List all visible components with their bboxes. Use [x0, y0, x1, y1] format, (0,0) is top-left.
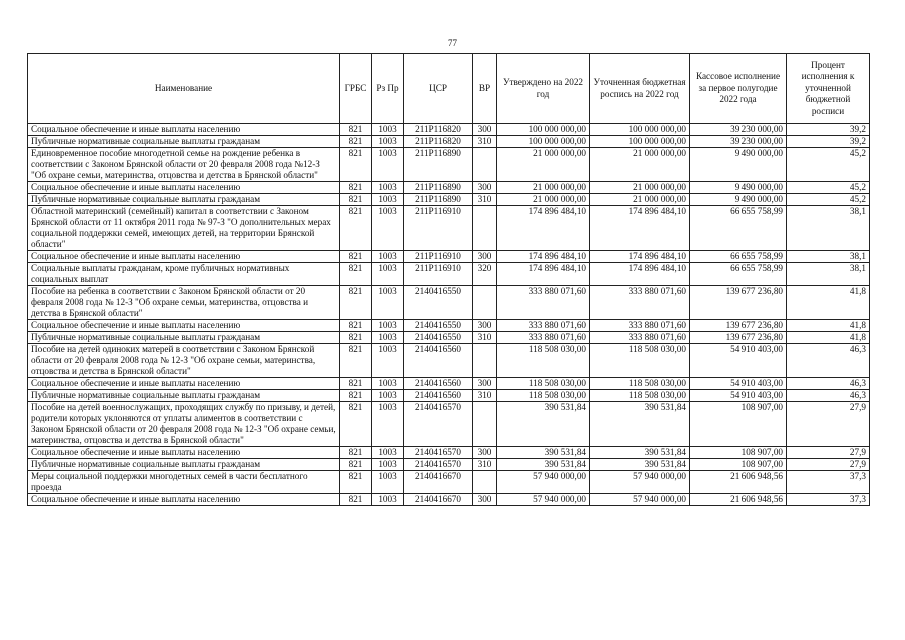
- cell-rzpr: 1003: [372, 320, 404, 332]
- cell-vr: [473, 286, 497, 320]
- page-number: 77: [448, 38, 457, 48]
- table-row: [28, 182, 870, 194]
- cell-csr: 211P116820: [404, 124, 473, 136]
- cell-grbs: 821: [340, 494, 372, 506]
- cell-cash: 66 655 758,99: [690, 206, 787, 251]
- cell-approved: 390 531,84: [497, 447, 590, 459]
- cell-refined: 57 940 000,00: [590, 494, 690, 506]
- cell-percent: 46,3: [787, 344, 870, 378]
- cell-percent: 46,3: [787, 378, 870, 390]
- table-row: [28, 494, 870, 506]
- cell-vr: 320: [473, 263, 497, 286]
- cell-percent: 27,9: [787, 447, 870, 459]
- cell-rzpr: 1003: [372, 402, 404, 447]
- cell-grbs: 821: [340, 263, 372, 286]
- cell-cash: 108 907,00: [690, 459, 787, 471]
- column-header-grbs: ГРБС: [340, 54, 372, 124]
- cell-cash: 54 910 403,00: [690, 390, 787, 402]
- cell-csr: 2140416560: [404, 378, 473, 390]
- cell-cash: 139 677 236,80: [690, 332, 787, 344]
- cell-refined: 100 000 000,00: [590, 136, 690, 148]
- column-header-percent: Процент исполнения к уточненной бюджетной росписи: [787, 54, 870, 124]
- cell-grbs: 821: [340, 194, 372, 206]
- cell-percent: 39,2: [787, 136, 870, 148]
- cell-percent: 38,1: [787, 263, 870, 286]
- cell-csr: 211P116890: [404, 148, 473, 182]
- cell-cash: 54 910 403,00: [690, 378, 787, 390]
- cell-rzpr: 1003: [372, 344, 404, 378]
- cell-grbs: 821: [340, 124, 372, 136]
- table-row: [28, 471, 870, 494]
- cell-rzpr: 1003: [372, 148, 404, 182]
- cell-refined: 390 531,84: [590, 402, 690, 447]
- table-row: [28, 320, 870, 332]
- cell-vr: 300: [473, 378, 497, 390]
- cell-csr: 2140416550: [404, 332, 473, 344]
- cell-name: Социальное обеспечение и иные выплаты населению: [28, 251, 340, 263]
- cell-percent: 39,2: [787, 124, 870, 136]
- cell-name: Публичные нормативные социальные выплаты гражданам: [28, 459, 340, 471]
- cell-grbs: 821: [340, 286, 372, 320]
- cell-refined: 390 531,84: [590, 459, 690, 471]
- cell-csr: 2140416570: [404, 447, 473, 459]
- cell-cash: 139 677 236,80: [690, 320, 787, 332]
- cell-rzpr: 1003: [372, 378, 404, 390]
- cell-approved: 100 000 000,00: [497, 136, 590, 148]
- cell-refined: 21 000 000,00: [590, 182, 690, 194]
- cell-approved: 390 531,84: [497, 459, 590, 471]
- cell-name: Социальные выплаты гражданам, кроме публичных нормативных социальных выплат: [28, 263, 340, 286]
- cell-cash: 9 490 000,00: [690, 194, 787, 206]
- cell-cash: 21 606 948,56: [690, 471, 787, 494]
- cell-vr: [473, 402, 497, 447]
- cell-refined: 333 880 071,60: [590, 320, 690, 332]
- cell-rzpr: 1003: [372, 182, 404, 194]
- column-header-name: Наименование: [28, 54, 340, 124]
- cell-refined: 333 880 071,60: [590, 332, 690, 344]
- cell-name: Социальное обеспечение и иные выплаты населению: [28, 320, 340, 332]
- cell-refined: 333 880 071,60: [590, 286, 690, 320]
- cell-approved: 333 880 071,60: [497, 332, 590, 344]
- cell-approved: 100 000 000,00: [497, 124, 590, 136]
- cell-grbs: 821: [340, 148, 372, 182]
- cell-grbs: 821: [340, 402, 372, 447]
- cell-percent: 45,2: [787, 148, 870, 182]
- cell-vr: [473, 148, 497, 182]
- cell-grbs: 821: [340, 182, 372, 194]
- column-header-cash: Кассовое исполнение за первое полугодие 2022 года: [690, 54, 787, 124]
- cell-vr: 300: [473, 494, 497, 506]
- cell-cash: 39 230 000,00: [690, 124, 787, 136]
- cell-approved: 57 940 000,00: [497, 494, 590, 506]
- cell-csr: 2140416560: [404, 344, 473, 378]
- cell-refined: 390 531,84: [590, 447, 690, 459]
- cell-approved: 333 880 071,60: [497, 320, 590, 332]
- header-row: [28, 54, 870, 124]
- cell-rzpr: 1003: [372, 251, 404, 263]
- table-row: [28, 459, 870, 471]
- cell-refined: 118 508 030,00: [590, 344, 690, 378]
- cell-grbs: 821: [340, 320, 372, 332]
- cell-cash: 39 230 000,00: [690, 136, 787, 148]
- table-row: [28, 390, 870, 402]
- cell-percent: 45,2: [787, 194, 870, 206]
- cell-vr: 310: [473, 332, 497, 344]
- cell-vr: 300: [473, 251, 497, 263]
- cell-name: Социальное обеспечение и иные выплаты населению: [28, 494, 340, 506]
- cell-approved: 21 000 000,00: [497, 194, 590, 206]
- cell-grbs: 821: [340, 459, 372, 471]
- cell-approved: 21 000 000,00: [497, 182, 590, 194]
- cell-approved: 174 896 484,10: [497, 251, 590, 263]
- cell-name: Областной материнский (семейный) капитал в соответствии с Законом Брянской области от 11 октября 2011 года № 97-З "О дополнительных мерах социальной поддержки семей, имеющих детей, на территории Брянской области": [28, 206, 340, 251]
- cell-refined: 174 896 484,10: [590, 251, 690, 263]
- cell-cash: 54 910 403,00: [690, 344, 787, 378]
- cell-percent: 41,8: [787, 286, 870, 320]
- cell-csr: 2140416570: [404, 402, 473, 447]
- column-header-vr: ВР: [473, 54, 497, 124]
- cell-csr: 211P116890: [404, 194, 473, 206]
- table-row: [28, 251, 870, 263]
- cell-refined: 57 940 000,00: [590, 471, 690, 494]
- cell-percent: 27,9: [787, 402, 870, 447]
- cell-percent: 38,1: [787, 251, 870, 263]
- cell-csr: 2140416670: [404, 494, 473, 506]
- cell-vr: [473, 206, 497, 251]
- table-row: [28, 447, 870, 459]
- cell-approved: 57 940 000,00: [497, 471, 590, 494]
- cell-approved: 118 508 030,00: [497, 390, 590, 402]
- cell-rzpr: 1003: [372, 263, 404, 286]
- table-row: [28, 124, 870, 136]
- cell-cash: 66 655 758,99: [690, 251, 787, 263]
- cell-name: Социальное обеспечение и иные выплаты населению: [28, 378, 340, 390]
- cell-name: Меры социальной поддержки многодетных семей в части бесплатного проезда: [28, 471, 340, 494]
- table-row: [28, 378, 870, 390]
- cell-grbs: 821: [340, 136, 372, 148]
- cell-vr: 310: [473, 194, 497, 206]
- table-row: [28, 402, 870, 447]
- cell-refined: 118 508 030,00: [590, 390, 690, 402]
- cell-csr: 211P116910: [404, 263, 473, 286]
- column-header-refined: Уточненная бюджетная роспись на 2022 год: [590, 54, 690, 124]
- cell-percent: 37,3: [787, 494, 870, 506]
- cell-vr: 300: [473, 124, 497, 136]
- cell-refined: 174 896 484,10: [590, 206, 690, 251]
- cell-approved: 174 896 484,10: [497, 263, 590, 286]
- cell-grbs: 821: [340, 206, 372, 251]
- cell-csr: 211P116820: [404, 136, 473, 148]
- cell-name: Единовременное пособие многодетной семье на рождение ребенка в соответствии с Законом Брянской области от 20 февраля 2008 года №12-З "Об охране семьи, материнства, отцовства и детства в Брянской области": [28, 148, 340, 182]
- table-row: [28, 148, 870, 182]
- cell-name: Социальное обеспечение и иные выплаты населению: [28, 124, 340, 136]
- cell-cash: 108 907,00: [690, 447, 787, 459]
- cell-name: Социальное обеспечение и иные выплаты населению: [28, 182, 340, 194]
- cell-grbs: 821: [340, 378, 372, 390]
- cell-refined: 21 000 000,00: [590, 148, 690, 182]
- cell-cash: 9 490 000,00: [690, 148, 787, 182]
- cell-percent: 27,9: [787, 459, 870, 471]
- cell-vr: 300: [473, 320, 497, 332]
- cell-rzpr: 1003: [372, 332, 404, 344]
- cell-refined: 174 896 484,10: [590, 263, 690, 286]
- table-row: [28, 332, 870, 344]
- cell-percent: 46,3: [787, 390, 870, 402]
- cell-rzpr: 1003: [372, 194, 404, 206]
- cell-rzpr: 1003: [372, 459, 404, 471]
- cell-percent: 37,3: [787, 471, 870, 494]
- cell-grbs: 821: [340, 332, 372, 344]
- cell-approved: 118 508 030,00: [497, 378, 590, 390]
- cell-cash: 66 655 758,99: [690, 263, 787, 286]
- cell-vr: 310: [473, 136, 497, 148]
- table-row: [28, 194, 870, 206]
- cell-cash: 108 907,00: [690, 402, 787, 447]
- cell-cash: 9 490 000,00: [690, 182, 787, 194]
- cell-grbs: 821: [340, 344, 372, 378]
- cell-rzpr: 1003: [372, 124, 404, 136]
- cell-approved: 174 896 484,10: [497, 206, 590, 251]
- cell-csr: 2140416550: [404, 320, 473, 332]
- cell-rzpr: 1003: [372, 136, 404, 148]
- cell-approved: 333 880 071,60: [497, 286, 590, 320]
- cell-rzpr: 1003: [372, 206, 404, 251]
- cell-csr: 211P116910: [404, 251, 473, 263]
- cell-refined: 21 000 000,00: [590, 194, 690, 206]
- cell-name: Публичные нормативные социальные выплаты гражданам: [28, 390, 340, 402]
- table-row: [28, 136, 870, 148]
- table-row: [28, 263, 870, 286]
- cell-csr: 211P116890: [404, 182, 473, 194]
- cell-name: Пособие на детей военнослужащих, проходящих службу по призыву, и детей, родители которых уклоняются от уплаты алиментов в соответствии с Законом Брянской области от 20 февраля 2008 года № 12-З "Об охране семьи, материнства, отцовства и детства в Брянской области": [28, 402, 340, 447]
- cell-name: Социальное обеспечение и иные выплаты населению: [28, 447, 340, 459]
- cell-percent: 41,8: [787, 332, 870, 344]
- cell-refined: 100 000 000,00: [590, 124, 690, 136]
- cell-rzpr: 1003: [372, 471, 404, 494]
- column-header-csr: ЦСР: [404, 54, 473, 124]
- cell-vr: 300: [473, 182, 497, 194]
- cell-grbs: 821: [340, 251, 372, 263]
- table-row: [28, 286, 870, 320]
- cell-csr: 2140416560: [404, 390, 473, 402]
- cell-refined: 118 508 030,00: [590, 378, 690, 390]
- cell-csr: 211P116910: [404, 206, 473, 251]
- cell-vr: 310: [473, 459, 497, 471]
- cell-rzpr: 1003: [372, 447, 404, 459]
- column-header-approved: Утверждено на 2022 год: [497, 54, 590, 124]
- cell-name: Пособие на ребенка в соответствии с Законом Брянской области от 20 февраля 2008 года № 12-З "Об охране семьи, материнства, отцовства и детства в Брянской области": [28, 286, 340, 320]
- cell-vr: 310: [473, 390, 497, 402]
- cell-percent: 38,1: [787, 206, 870, 251]
- table-row: [28, 206, 870, 251]
- cell-cash: 21 606 948,56: [690, 494, 787, 506]
- cell-vr: [473, 344, 497, 378]
- cell-rzpr: 1003: [372, 390, 404, 402]
- cell-name: Публичные нормативные социальные выплаты гражданам: [28, 332, 340, 344]
- cell-rzpr: 1003: [372, 494, 404, 506]
- cell-grbs: 821: [340, 471, 372, 494]
- cell-approved: 118 508 030,00: [497, 344, 590, 378]
- cell-csr: 2140416670: [404, 471, 473, 494]
- cell-vr: [473, 471, 497, 494]
- cell-csr: 2140416570: [404, 459, 473, 471]
- cell-approved: 390 531,84: [497, 402, 590, 447]
- cell-rzpr: 1003: [372, 286, 404, 320]
- budget-table: [27, 53, 870, 506]
- cell-name: Публичные нормативные социальные выплаты гражданам: [28, 136, 340, 148]
- cell-grbs: 821: [340, 447, 372, 459]
- cell-vr: 300: [473, 447, 497, 459]
- cell-approved: 21 000 000,00: [497, 148, 590, 182]
- cell-cash: 139 677 236,80: [690, 286, 787, 320]
- cell-name: Пособие на детей одиноких матерей в соответствии с Законом Брянской области от 20 февраля 2008 года № 12-З "Об охране семьи, материнства, отцовства и детства в Брянской области": [28, 344, 340, 378]
- cell-name: Публичные нормативные социальные выплаты гражданам: [28, 194, 340, 206]
- cell-percent: 45,2: [787, 182, 870, 194]
- cell-percent: 41,8: [787, 320, 870, 332]
- cell-grbs: 821: [340, 390, 372, 402]
- cell-csr: 2140416550: [404, 286, 473, 320]
- table-row: [28, 344, 870, 378]
- column-header-rzpr: Рз Пр: [372, 54, 404, 124]
